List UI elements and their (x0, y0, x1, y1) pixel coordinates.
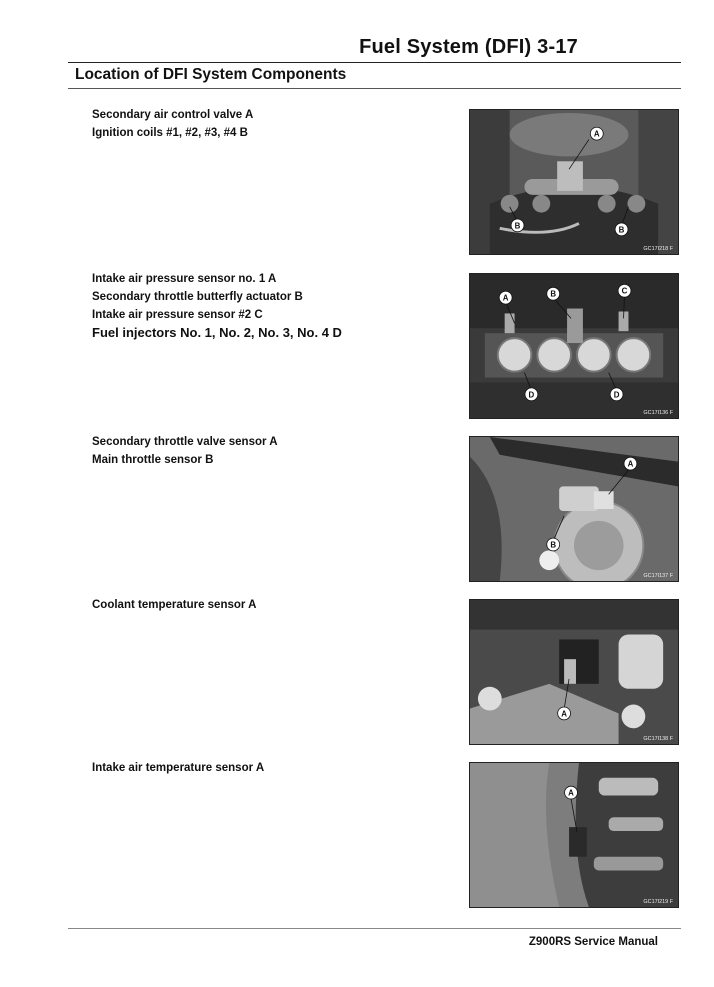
callout-label: A (568, 788, 574, 798)
footer-rule (68, 928, 681, 929)
component-photo-2 (469, 273, 679, 419)
component-block-2 (92, 270, 452, 342)
component-block-5 (92, 759, 452, 777)
component-block-1 (92, 106, 452, 142)
component-caption: Main throttle sensor B (92, 454, 214, 466)
callout-label: A (627, 459, 634, 469)
component-caption: Intake air temperature sensor A (92, 762, 265, 774)
component-photo-1 (469, 109, 679, 255)
component-caption: Fuel injectors No. 1, No. 2, No. 3, No. 4 D (92, 325, 342, 340)
section-title: Location of DFI System Components (75, 66, 347, 83)
component-caption: Secondary throttle valve sensor A (92, 436, 278, 448)
component-photo-5 (469, 762, 679, 908)
page-header-title: Fuel System (DFI) 3-17 (359, 36, 578, 58)
component-caption: Intake air pressure sensor no. 1 A (92, 273, 277, 285)
callout-label: C (621, 286, 628, 296)
component-photo-4 (469, 599, 679, 745)
callout-label: B (618, 225, 625, 235)
photo-code: GC17I137 F (643, 573, 674, 580)
photo-code: GC17I138 F (643, 736, 674, 743)
callout-label: B (514, 221, 521, 231)
callout-label: A (502, 293, 509, 303)
component-caption: Ignition coils #1, #2, #3, #4 B (92, 127, 248, 139)
component-photo-3 (469, 436, 679, 582)
photo-code: GC17I136 F (643, 410, 674, 417)
callout-label: D (528, 390, 535, 400)
component-caption: Secondary air control valve A (92, 109, 254, 121)
callout-label: A (561, 709, 567, 719)
header-rule (68, 62, 681, 63)
photo-code: GC17I219 F (643, 899, 674, 906)
component-block-3 (92, 433, 452, 469)
photo-code: GC17I218 F (643, 246, 674, 253)
callout-label: B (550, 289, 557, 299)
component-block-4 (92, 596, 452, 614)
section-rule (68, 88, 681, 89)
callout-label: A (593, 129, 600, 139)
component-caption: Intake air pressure sensor #2 C (92, 309, 263, 321)
footer-manual-title: Z900RS Service Manual (528, 936, 658, 948)
callout-label: B (550, 540, 557, 550)
component-caption: Secondary throttle butterfly actuator B (92, 291, 303, 303)
component-caption: Coolant temperature sensor A (92, 599, 257, 611)
callout-label: D (613, 390, 620, 400)
